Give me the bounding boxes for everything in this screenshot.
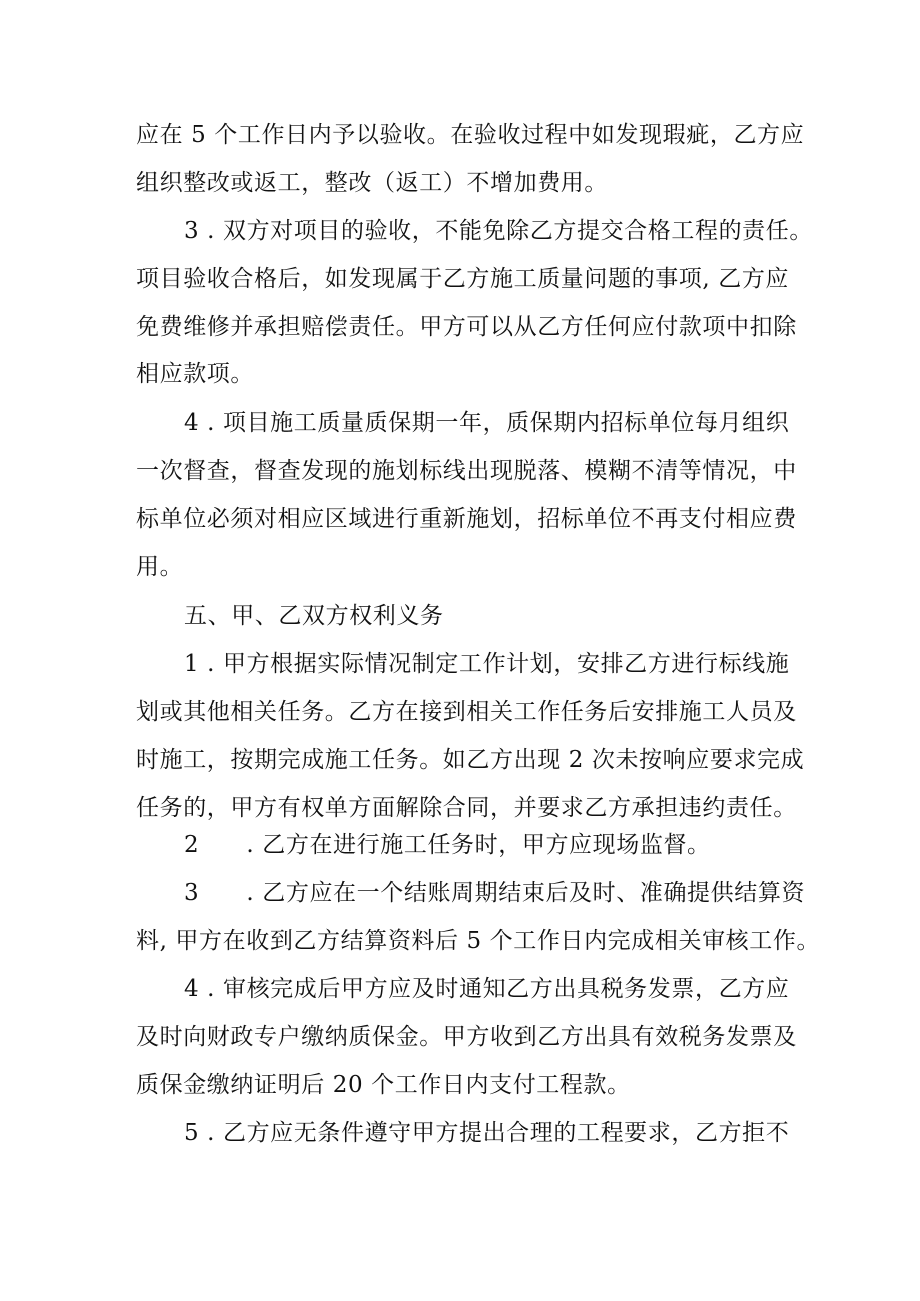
text-line: 及时向财政专户缴纳质保金。甲方收到乙方出具有效税务发票及 — [136, 1024, 797, 1050]
text-line: 相应款项。 — [136, 361, 254, 387]
text-line: 质保金缴纳证明后 20 个工作日内支付工程款。 — [136, 1072, 631, 1098]
paragraph-2: 2 . 乙方在进行施工任务时，甲方应现场监督。 — [184, 832, 711, 858]
text-line: 项目验收合格后，如发现属于乙方施工质量问题的事项, 乙方应 — [136, 266, 790, 292]
paragraph-3b: 3 . 乙方应在一个结账周期结束后及时、准确提供结算资 — [184, 880, 806, 906]
text-line: 时施工，按期完成施工任务。如乙方出现 2 次未按响应要求完成 — [136, 747, 805, 773]
paragraph-4: 4 . 项目施工质量质保期一年，质保期内招标单位每月组织 — [184, 410, 790, 436]
text-line: 组织整改或返工，整改（返工）不增加费用。 — [136, 170, 608, 196]
paragraph-5: 5 . 乙方应无条件遵守甲方提出合理的工程要求，乙方拒不 — [184, 1120, 790, 1146]
paragraph-3: 3 . 双方对项目的验收，不能免除乙方提交合格工程的责任。 — [184, 218, 813, 244]
text-line: 料, 甲方在收到乙方结算资料后 5 个工作日内完成相关审核工作。 — [136, 928, 821, 954]
paragraph-1: 1 . 甲方根据实际情况制定工作计划，安排乙方进行标线施 — [184, 651, 790, 677]
text-line: 划或其他相关任务。乙方在接到相关工作任务后安排施工人员及 — [136, 699, 797, 725]
section-heading: 五、甲、乙双方权利义务 — [184, 603, 444, 629]
text-line: 标单位必须对相应区域进行重新施划，招标单位不再支付相应费 — [136, 506, 797, 532]
text-line: 免费维修并承担赔偿责任。甲方可以从乙方任何应付款项中扣除 — [136, 314, 797, 340]
text-line: 用。 — [136, 554, 184, 580]
text-line: 应在 5 个工作日内予以验收。在验收过程中如发现瑕疵，乙方应 — [136, 122, 805, 148]
paragraph-4b: 4 . 审核完成后甲方应及时通知乙方出具税务发票，乙方应 — [184, 976, 790, 1002]
text-line: 任务的，甲方有权单方面解除合同，并要求乙方承担违约责任。 — [136, 795, 797, 821]
text-line: 一次督查，督查发现的施划标线出现脱落、模糊不清等情况，中 — [136, 458, 797, 484]
